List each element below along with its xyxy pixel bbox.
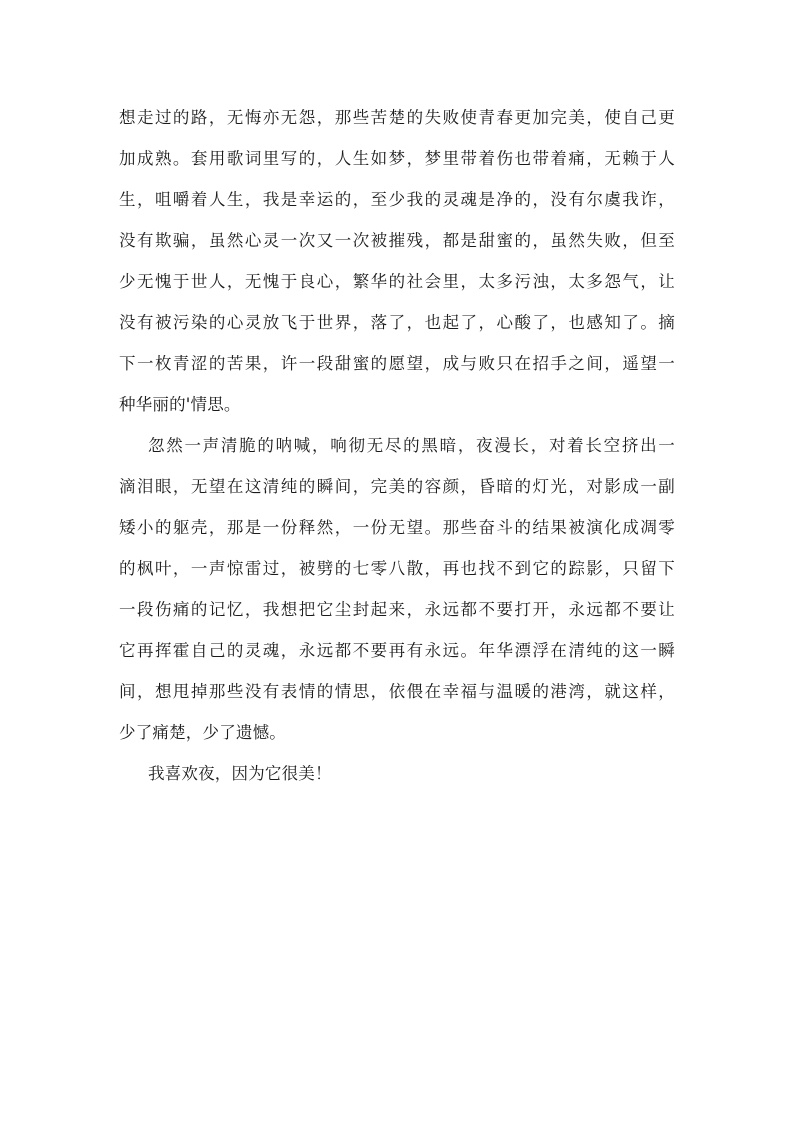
paragraph-2-line-5: 一段伤痛的记忆，我想把它尘封起来，永远都不要打开，永远都不要让 [119, 600, 675, 619]
paragraph-1-line-8: 种华丽的'情思。 [119, 395, 241, 414]
paragraph-1-line-7: 下一枚青涩的苦果，许一段甜蜜的愿望，成与败只在招手之间，遥望一 [119, 354, 675, 373]
paragraph-1-line-2: 加成熟。套用歌词里写的，人生如梦，梦里带着伤也带着痛，无赖于人 [119, 149, 675, 168]
paragraph-2-line-8: 少了痛楚，少了遗憾。 [119, 723, 286, 742]
paragraph-1-line-6: 没有被污染的心灵放飞于世界，落了，也起了，心酸了，也感知了。摘 [119, 313, 675, 332]
paragraph-1-line-5: 少无愧于世人，无愧于良心，繁华的社会里，太多污浊，太多怨气，让 [119, 272, 675, 291]
paragraph-2-line-6: 它再挥霍自己的灵魂，永远都不要再有永远。年华漂浮在清纯的这一瞬 [119, 641, 675, 660]
paragraph-1-line-1: 想走过的路，无悔亦无怨，那些苦楚的失败使青春更加完美，使自己更 [119, 108, 675, 127]
paragraph-2-line-1: 忽然一声清脆的呐喊，响彻无尽的黑暗，夜漫长，对着长空挤出一 [148, 436, 675, 455]
paragraph-2-line-7: 间，想甩掉那些没有表情的情思，依偎在幸福与温暖的港湾，就这样， [119, 682, 675, 701]
paragraph-3-line-1: 我喜欢夜，因为它很美！ [148, 764, 332, 783]
paragraph-1-line-3: 生，咀嚼着人生，我是幸运的，至少我的灵魂是净的，没有尔虞我诈， [119, 190, 675, 209]
paragraph-2-line-4: 的枫叶，一声惊雷过，被劈的七零八散，再也找不到它的踪影，只留下 [119, 559, 675, 578]
paragraph-2-line-2: 滴泪眼，无望在这清纯的瞬间，完美的容颜，昏暗的灯光，对影成一副 [119, 477, 675, 496]
paragraph-1-line-4: 没有欺骗，虽然心灵一次又一次被摧残，都是甜蜜的，虽然失败，但至 [119, 231, 675, 250]
document-body [119, 97, 675, 794]
paragraph-2-line-3: 矮小的躯壳，那是一份释然，一份无望。那些奋斗的结果被演化成凋零 [119, 518, 675, 537]
